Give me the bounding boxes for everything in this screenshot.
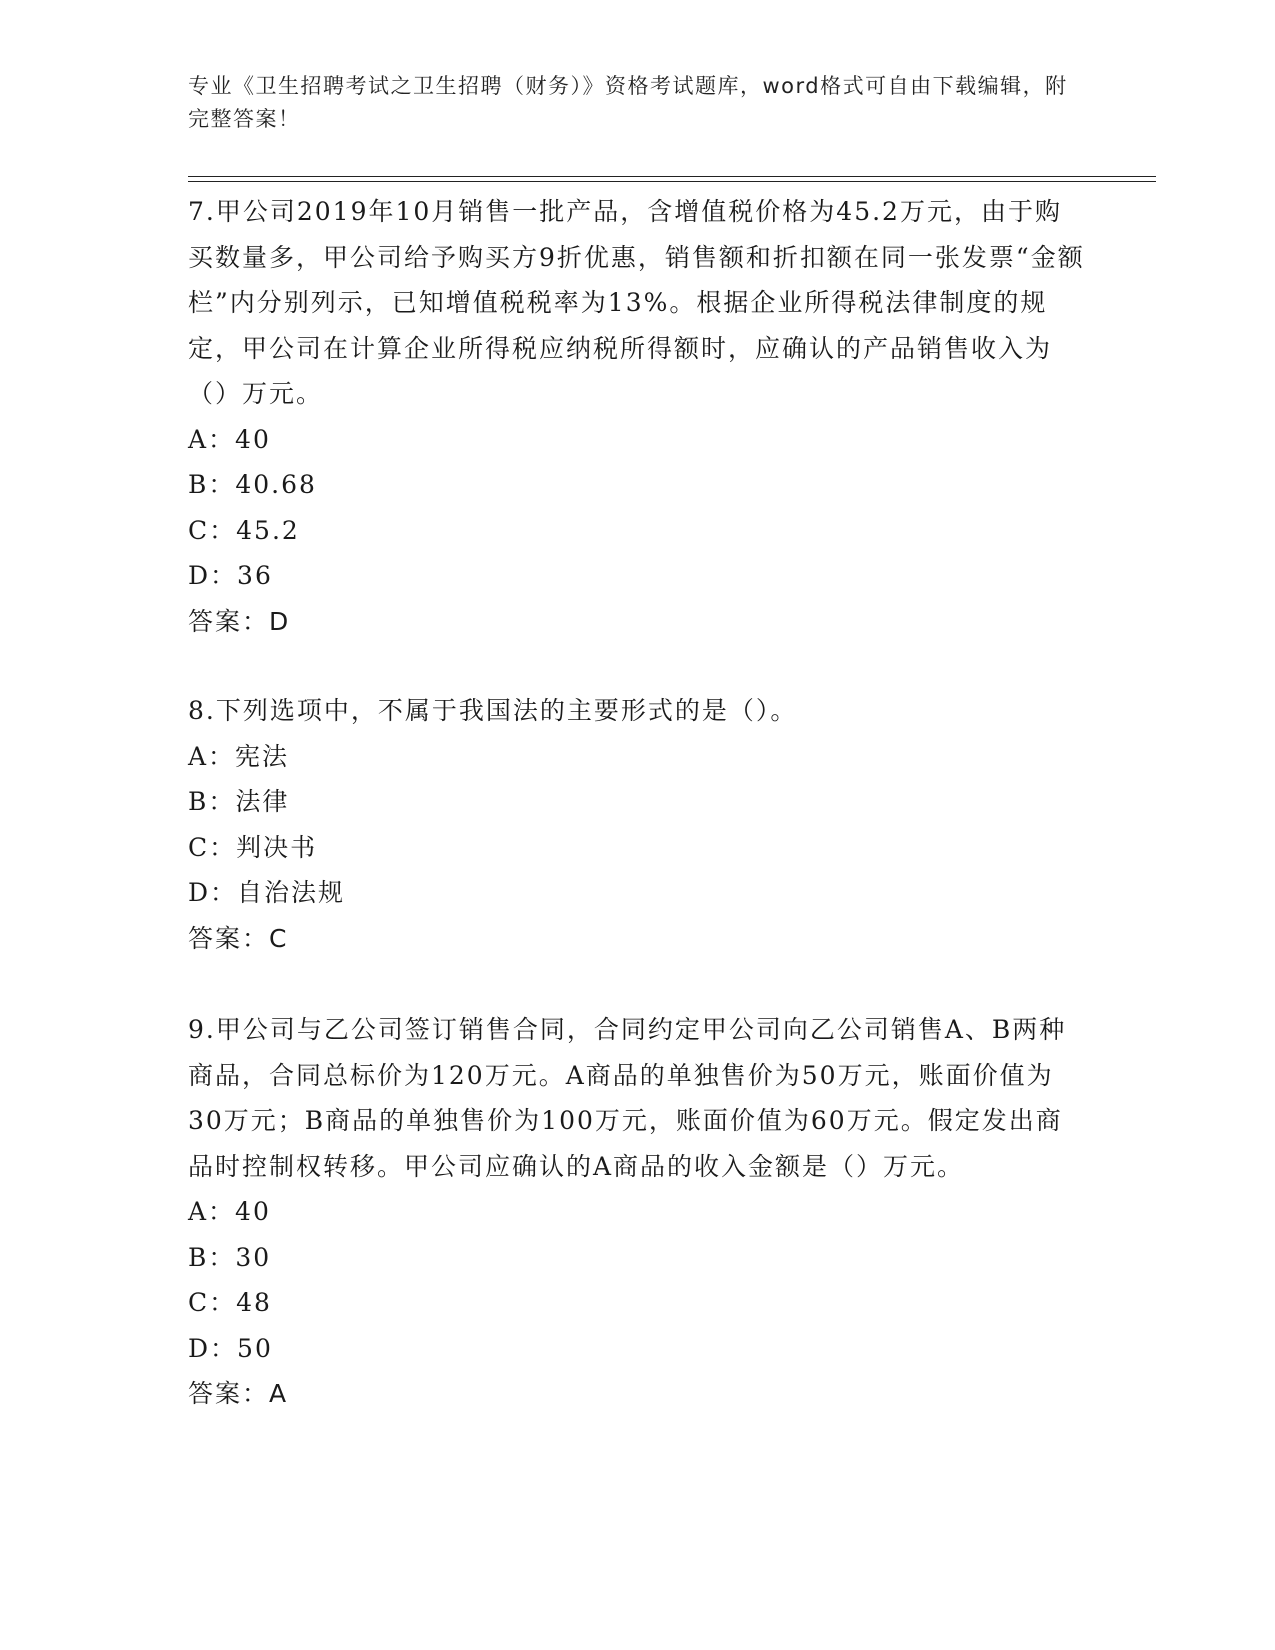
question-9 [188, 1007, 1088, 1417]
question-8 [188, 688, 1088, 961]
option-c: C：判决书 [188, 832, 318, 862]
option-d: D：36 [188, 561, 273, 590]
option-c: C：45.2 [188, 515, 300, 545]
question-text: 7.甲公司2019年10月销售一批产品，含增值税价格为45.2万元，由于购买数量多，甲公司给予购买方9折优惠，销售额和折扣额在同一张发票“金额栏”内分别列示，已知增值税税率为13%。根据企业所得税法律制度的规定，甲公司在计算企业所得税应纳税所得额时，应确认的产品销售收入为（）万元。 [188, 197, 1085, 408]
header-divider [188, 176, 1156, 182]
option-d: D：自治法规 [188, 878, 346, 907]
option-b: B：30 [188, 1242, 272, 1272]
option-a: A：40 [188, 1197, 271, 1226]
answer: 答案：A [188, 1379, 289, 1408]
option-b: B：40.68 [188, 470, 317, 499]
answer: 答案：D [188, 606, 291, 636]
option-a: A：宪法 [188, 741, 290, 771]
option-b: B：法律 [188, 787, 290, 816]
question-7 [188, 189, 1088, 644]
option-c: C：48 [188, 1288, 272, 1317]
answer: 答案：C [188, 923, 289, 953]
option-d: D：50 [188, 1333, 273, 1363]
document-header: 专业《卫生招聘考试之卫生招聘（财务）》资格考试题库，word格式可自由下载编辑，附完整答案！ [188, 74, 1068, 131]
option-a: A：40 [188, 424, 271, 454]
question-text: 9.甲公司与乙公司签订销售合同，合同约定甲公司向乙公司销售A、B两种商品，合同总标价为120万元。A商品的单独售价为50万元，账面价值为30万元；B商品的单独售价为100万元，账面价值为60万元。假定发出商品时控制权转移。甲公司应确认的A商品的收入金额是（）万元。 [188, 1015, 1067, 1181]
question-text: 8.下列选项中，不属于我国法的主要形式的是（）。 [188, 696, 798, 725]
